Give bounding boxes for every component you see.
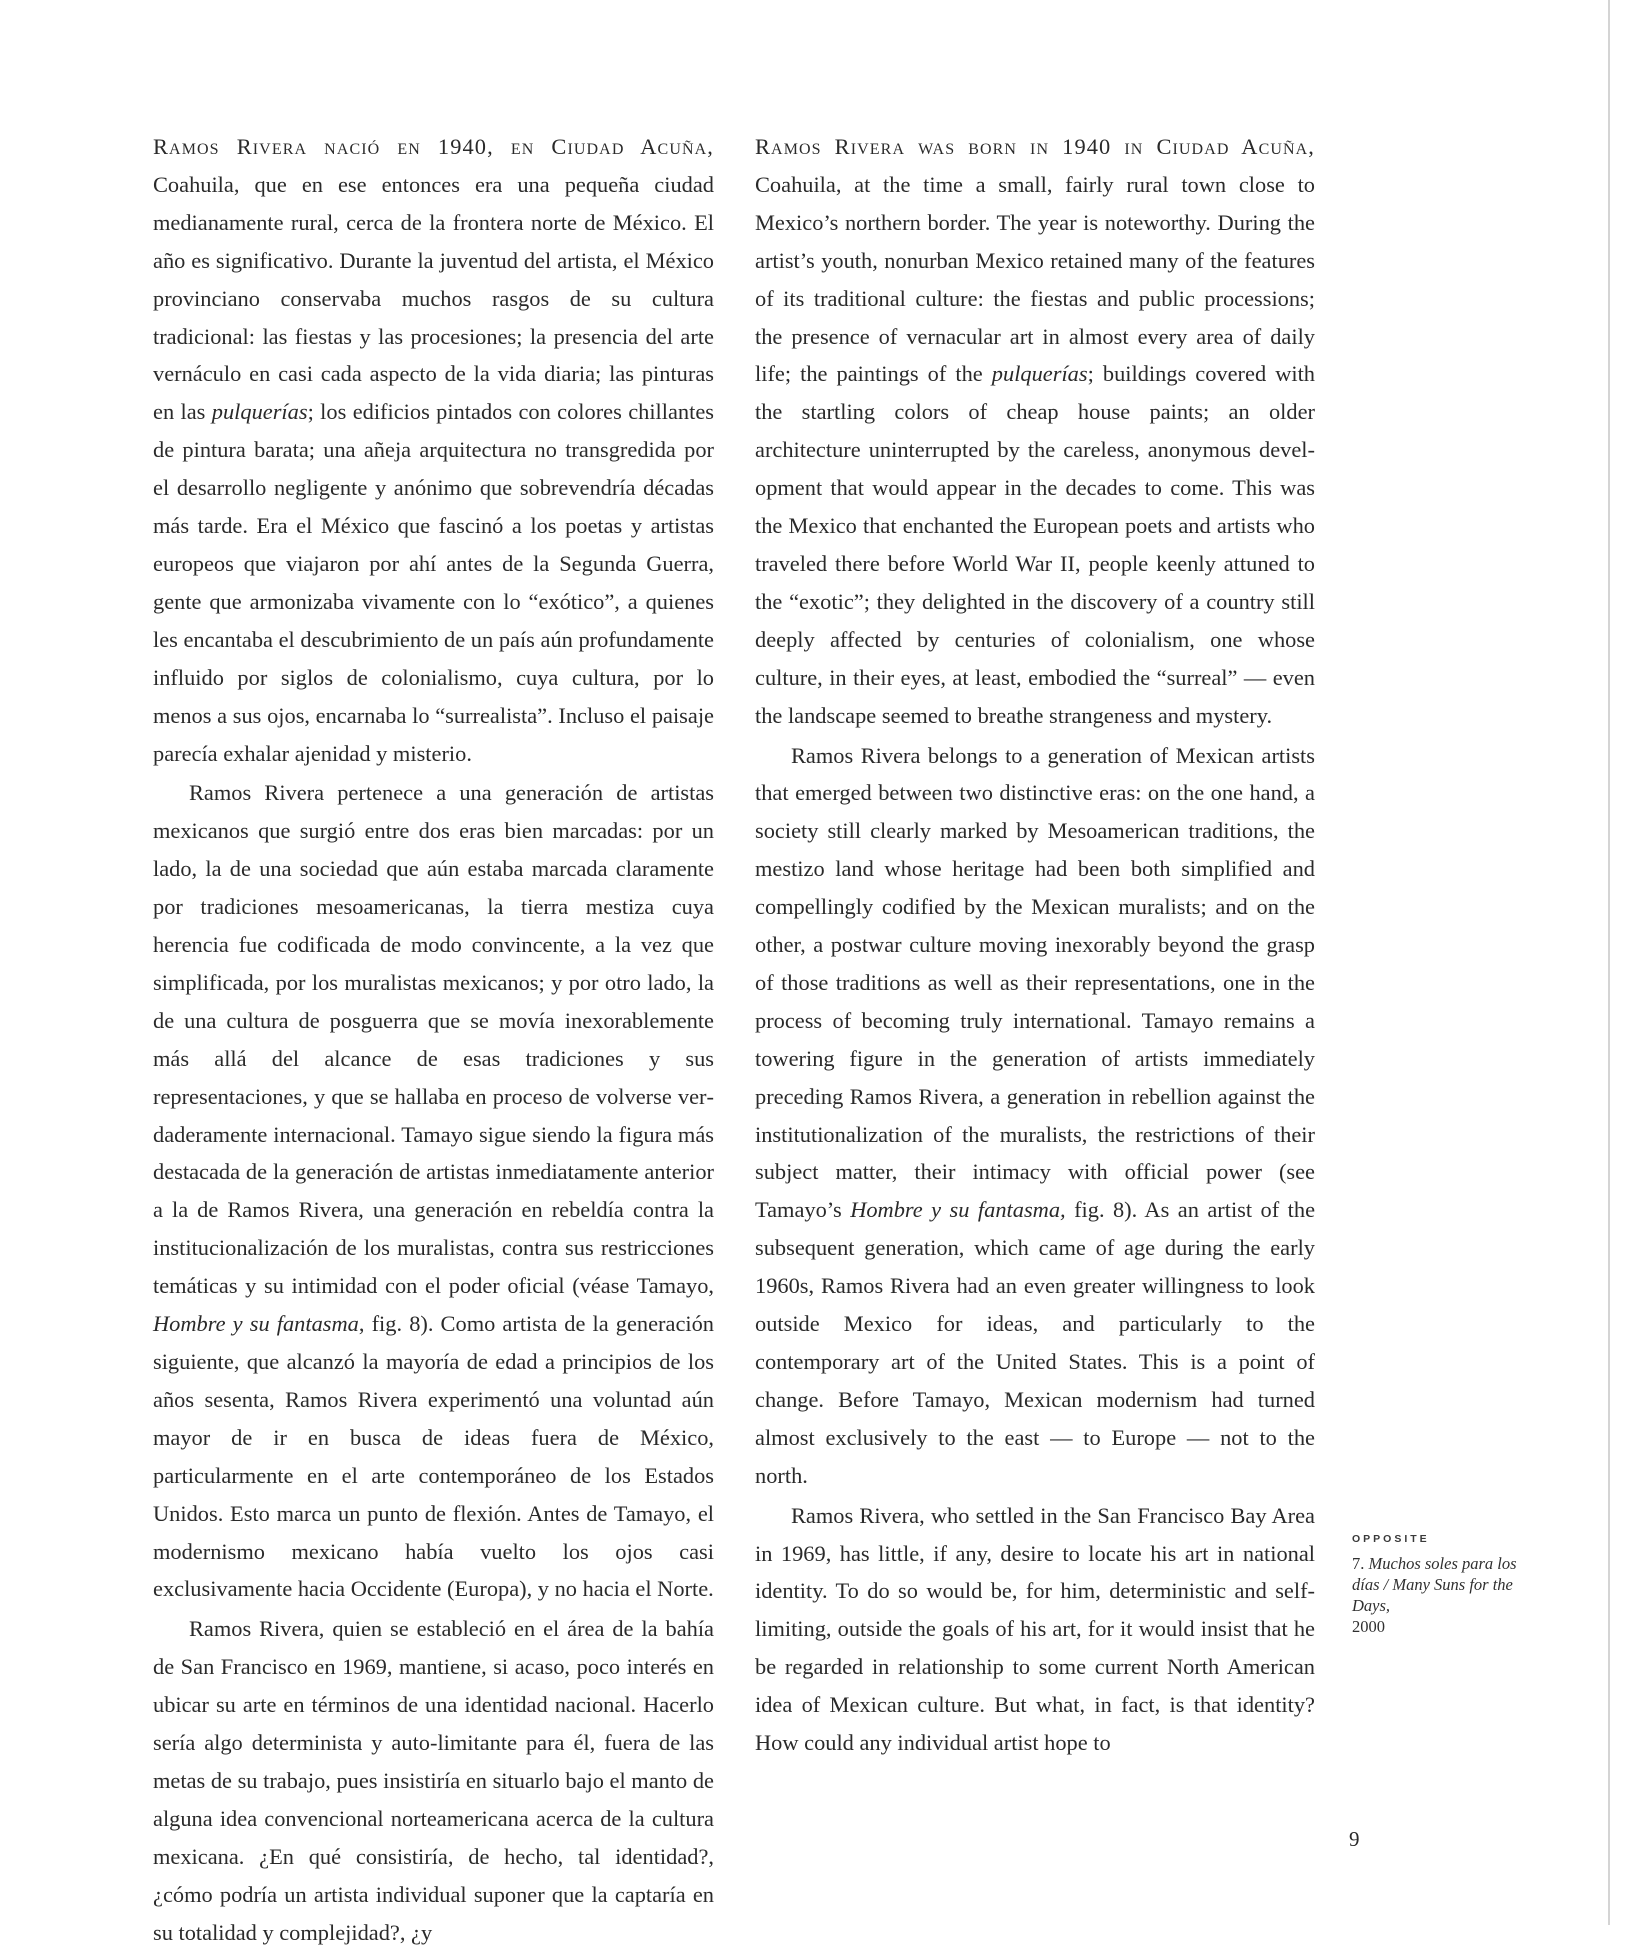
english-paragraph-1 [755,128,1315,735]
spanish-p2-text-a: Ramos Rivera pertenece a una generación de artistas mexicanos que surgió entre dos eras bien marcadas: por un lado, la de una sociedad que aún estaba marcada claramente por tradiciones mesoamericanas, la tierra mestiza cuya herencia fue codificada de modo convincente, a la vez que simplificada, por los muralistas mexicanos; y por otro lado, la de una cultura de posguerra que se movía inexorablemente más allá del alcance de esas tradiciones y sus representaciones, y que se hallaba en proceso de volverse verdaderamente internacional. Tamayo sigue siendo la figura más destacada de la generación de artistas inmediatamente anterior a la de Ramos Rivera, una generación en rebeldía contra la institucionalización de los muralistas, contra sus restricciones temáticas y su intimidad con el poder oficial (véase Tamayo, [153,780,714,1299]
caption-number: 7. [1352,1554,1369,1573]
english-p2-italic: Hombre y su fantasma, [850,1197,1066,1223]
page-edge-divider [1608,0,1610,1925]
spanish-text-column [153,128,714,1954]
english-paragraph-3: Ramos Rivera, who settled in the San Francisco Bay Area in 1969, has little, if any, desire to locate his art in national identity. To do so would be, for him, deterministic and self-limiting, outside the goals of his art, for it would insist that he be regarded in relationship to some current North American idea of Mexican culture. But what, in fact, is that identity? How could any individual artist hope to [755,1502,1315,1756]
english-p1-text-b: ; buildings covered with the startling colors of cheap house paints; an older architecture uninterrupted by the careless, anonymous development that would appear in the decades to come. This was the Mexico that enchanted the European poets and artists who traveled there before World War II, people keenly attuned to the “exotic”; they delighted in the discovery of a country still deeply affected by centuries of colonialism, one whose culture, in their eyes, at least, embodied the “surreal” — even the landscape seemed to breathe strangeness and mystery. [755,361,1315,728]
english-p2-text-a: Ramos Rivera belongs to a generation of Mexican artists that emerged between two distinctive eras: on the one hand, a society still clearly marked by Mesoamerican traditions, the mestizo land whose heritage had been both simplified and compellingly codified by the Mexican muralists; and on the other, a postwar culture moving inexorably beyond the grasp of those traditions as well as their representations, one in the process of becoming truly international. Tamayo remains a towering figure in the generation of artists immediately preceding Ramos Rivera, a generation in rebellion against the institutionalization of the muralists, the restrictions of their subject matter, their intimacy with official power (see Tamayo’s [755,742,1315,1223]
english-paragraph-2 [755,737,1315,1495]
page-number: 9 [1349,1827,1360,1851]
english-p1-text-a: Coahuila, at the time a small, fairly rural town close to Mexico’s northern border. The year is noteworthy. During the artist’s youth, nonurban Mexico retained many of the features of its traditional culture: the fiestas and public processions; the presence of vernacular art in almost every area of daily life; the paintings of the [755,171,1315,387]
spanish-lead-in: Ramos Rivera nació en 1940, en Ciudad Acuña, [153,134,714,159]
english-lead-in: Ramos Rivera was born in 1940 in Ciudad Acuña, [755,134,1315,159]
english-p2-text-b: fig. 8). As an artist of the subsequent generation, which came of age during the early 1960s, Ramos Rivera had an even greater willingness to look outside Mexico for ideas, and particularly to the contemporary art of the United States. This is a point of change. Before Tamayo, Mexican modernism had turned almost exclusively to the east — to Europe — not to the north. [755,1197,1316,1488]
spanish-p1-text-a: Coahuila, que en ese entonces era una pequeña ciudad medianamente rural, cerca de la frontera norte de México. El año es significativo. Durante la juventud del artista, el México provinciano conservaba muchos rasgos de su cultura tradicional: las fiestas y las procesiones; la presencia del arte vernáculo en casi cada aspecto de la vida diaria; las pinturas en las [153,171,714,425]
spanish-p1-text-b: ; los edificios pintados con colores chillantes de pintura barata; una añeja arquitectura no transgredida por el desarrollo negligente y anónimo que sobrevendría décadas más tarde. Era el México que fascinó a los poetas y artistas europeos que viajaron por ahí antes de la Segunda Guerra, gente que armonizaba vivamente con lo “exótico”, a quienes les encantaba el descubrimiento de un país aún profundamente influido por siglos de colonialismo, cuya cultura, por lo menos a sus ojos, encarnaba lo “surrealista”. Incluso el paisaje parecía exhalar ajenidad y misterio. [153,399,714,766]
figure-caption [1352,1553,1532,1637]
caption-title: Muchos soles para los días / Many Suns for the Days, [1352,1554,1517,1615]
english-p1-italic: pulquerías [991,361,1088,387]
spanish-p1-italic: pulquerías [211,399,308,425]
spanish-p2-italic: Hombre y su fantasma [153,1311,359,1337]
spanish-paragraph-2 [153,774,714,1608]
opposite-label: OPPOSITE [1352,1533,1430,1545]
spanish-paragraph-3: Ramos Rivera, quien se estableció en el área de la bahía de San Francisco en 1969, mantiene, si acaso, poco interés en ubicar su arte en términos de una identidad nacional. Hacerlo sería algo determinista y auto-limitante para él, fuera de las metas de su trabajo, pues insistiría en situarlo bajo el manto de alguna idea convencional norteamericana acerca de la cultura mexicana. ¿En qué consistiría, de hecho, tal identidad?, ¿cómo podría un artista individual suponer que la captaría en su totalidad y complejidad?, ¿y [153,1616,714,1945]
english-text-column [755,128,1315,1764]
spanish-p2-text-b: , fig. 8). Como artista de la generación siguiente, que alcanzó la mayoría de edad a principios de los años sesenta, Ramos Rivera experimentó una voluntad aún mayor de ir en busca de ideas fuera de México, particularmente en el arte contemporáneo de los Estados Unidos. Esto marca un punto de flexión. Antes de Tamayo, el modernismo mexicano había vuelto los ojos casi exclusivamente hacia Occidente (Europa), y no hacia el Norte. [153,1311,715,1602]
spanish-paragraph-1 [153,128,714,772]
caption-year: 2000 [1352,1617,1385,1636]
figure-caption-sidebar [1352,1533,1532,1637]
